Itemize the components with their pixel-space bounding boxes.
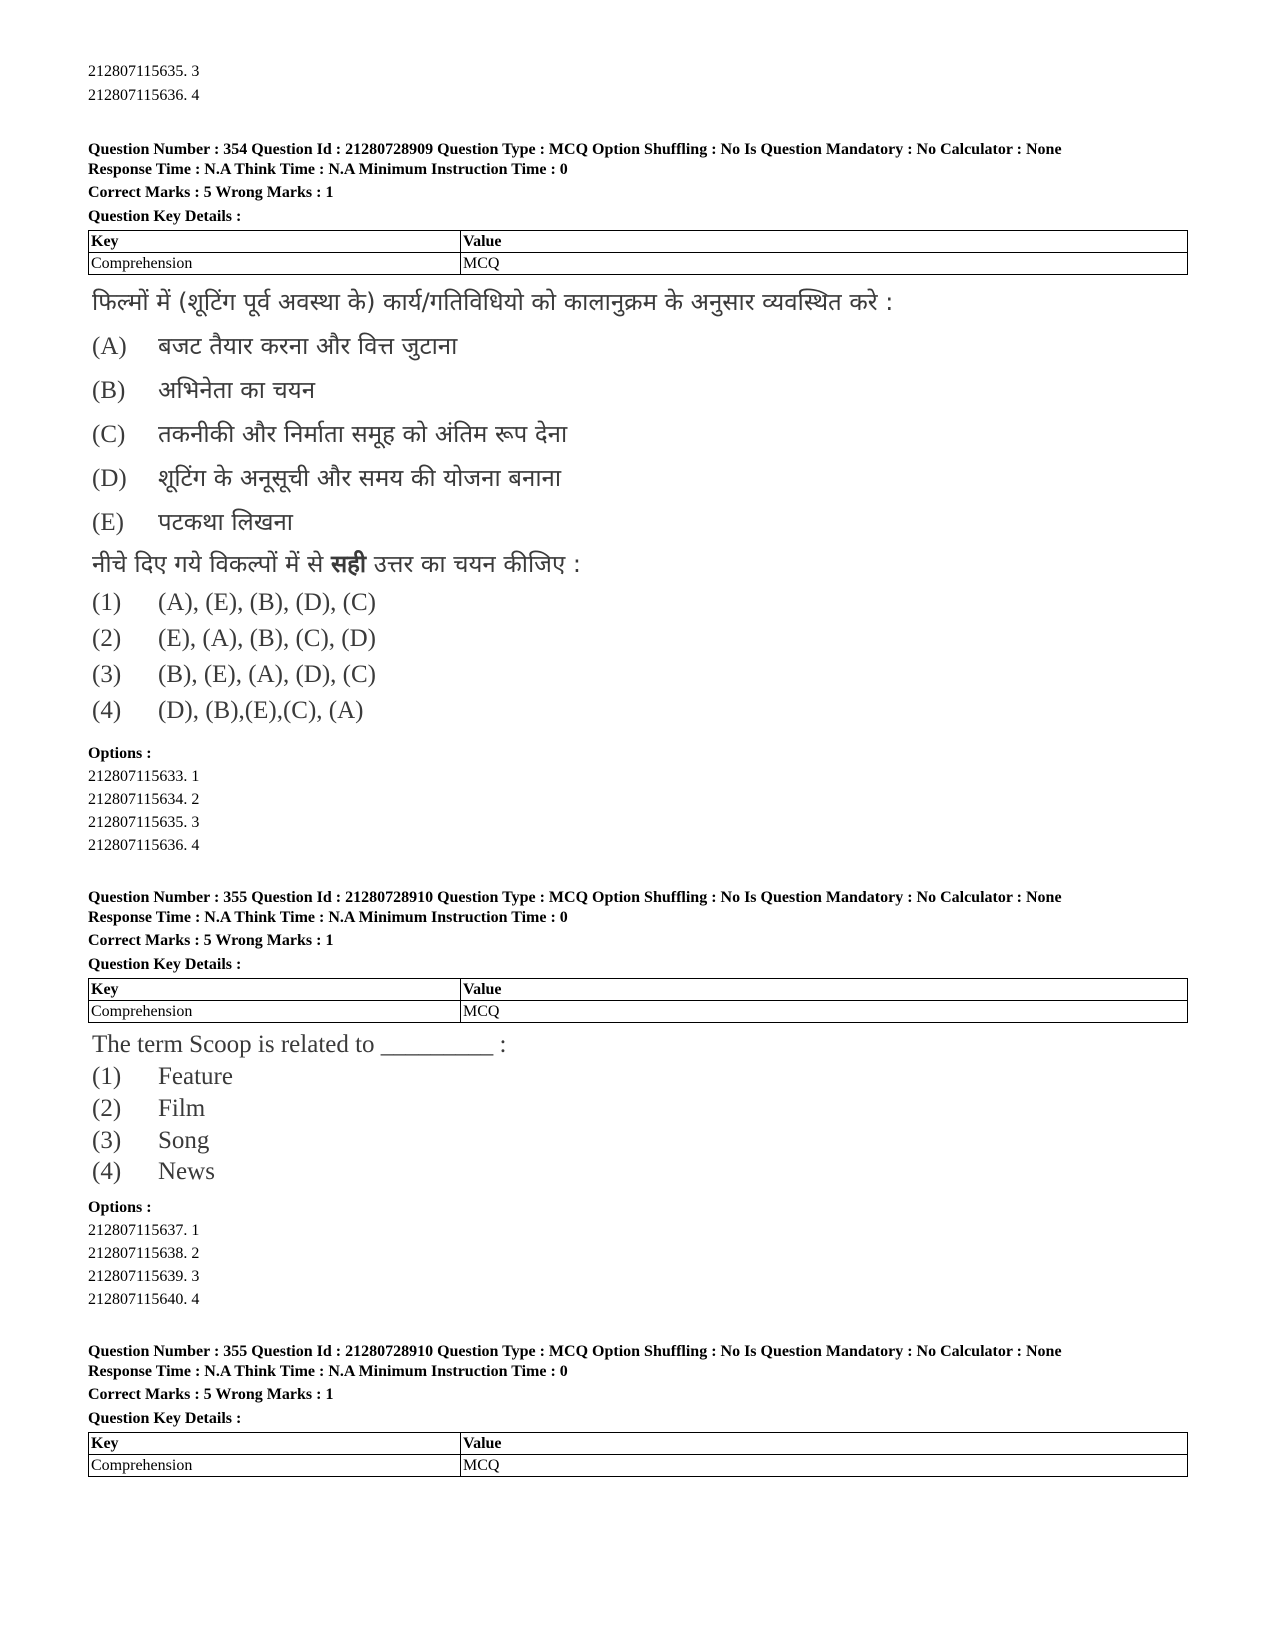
answer-choice: (2) (E), (A), (B), (C), (D) bbox=[92, 625, 376, 652]
key-details-table bbox=[88, 978, 1188, 1023]
option-line: 212807115634. 2 bbox=[88, 791, 200, 808]
table-header-value: Value bbox=[461, 231, 1188, 253]
option-line: 212807115640. 4 bbox=[88, 1291, 200, 1308]
option-line: 212807115635. 3 bbox=[88, 63, 200, 80]
question-marks: Correct Marks : 5 Wrong Marks : 1 bbox=[88, 184, 334, 201]
options-label: Options : bbox=[88, 745, 152, 762]
list-item: (D) शूटिंग के अनूसूची और समय की योजना बनाना bbox=[92, 464, 562, 492]
question-image bbox=[92, 288, 1092, 738]
table-header-value: Value bbox=[461, 979, 1188, 1001]
table-row bbox=[89, 253, 1188, 275]
option-line: 212807115635. 3 bbox=[88, 814, 200, 831]
question-stem: The term Scoop is related to _________ : bbox=[92, 1031, 507, 1058]
answer-choice: (4) (D), (B),(E),(C), (A) bbox=[92, 697, 364, 724]
table-row bbox=[89, 979, 1188, 1001]
key-details-table bbox=[88, 230, 1188, 275]
table-row bbox=[89, 1001, 1188, 1023]
key-details-table bbox=[88, 1432, 1188, 1477]
table-cell-value: MCQ bbox=[461, 253, 1188, 275]
question-stem: फिल्मों में (शूटिंग पूर्व अवस्था के) कार्य/गतिविधियो को कालानुक्रम के अनुसार व्यवस्थित करे : bbox=[92, 288, 894, 316]
question-timing: Response Time : N.A Think Time : N.A Minimum Instruction Time : 0 bbox=[88, 909, 568, 926]
table-header-value: Value bbox=[461, 1433, 1188, 1455]
list-item: (A) बजट तैयार करना और वित्त जुटाना bbox=[92, 332, 458, 360]
option-line: 212807115639. 3 bbox=[88, 1268, 200, 1285]
question-timing: Response Time : N.A Think Time : N.A Minimum Instruction Time : 0 bbox=[88, 161, 568, 178]
option-line: 212807115636. 4 bbox=[88, 837, 200, 854]
option-line: 212807115633. 1 bbox=[88, 768, 200, 785]
key-details-label: Question Key Details : bbox=[88, 208, 242, 225]
option-line: 212807115636. 4 bbox=[88, 87, 200, 104]
option-line: 212807115637. 1 bbox=[88, 1222, 200, 1239]
table-cell-key: Comprehension bbox=[89, 1001, 461, 1023]
key-details-label: Question Key Details : bbox=[88, 1410, 242, 1427]
answer-choice: (3) (B), (E), (A), (D), (C) bbox=[92, 661, 376, 688]
table-row bbox=[89, 231, 1188, 253]
key-details-label: Question Key Details : bbox=[88, 956, 242, 973]
question-marks: Correct Marks : 5 Wrong Marks : 1 bbox=[88, 1386, 334, 1403]
table-row bbox=[89, 1433, 1188, 1455]
question-marks: Correct Marks : 5 Wrong Marks : 1 bbox=[88, 932, 334, 949]
question-meta: Question Number : 354 Question Id : 21280728909 Question Type : MCQ Option Shuffling : No Is Question Mandatory : No Calculator : None bbox=[88, 141, 1062, 158]
list-item: (E) पटकथा लिखना bbox=[92, 508, 293, 536]
table-cell-key: Comprehension bbox=[89, 253, 461, 275]
table-header-key: Key bbox=[89, 1433, 461, 1455]
table-row bbox=[89, 1455, 1188, 1477]
list-item: (B) अभिनेता का चयन bbox=[92, 376, 316, 404]
answer-choice: (1) Feature bbox=[92, 1063, 233, 1090]
table-header-key: Key bbox=[89, 979, 461, 1001]
question-instruction: नीचे दिए गये विकल्पों में से सही उत्तर का चयन कीजिए : bbox=[92, 550, 581, 578]
question-timing: Response Time : N.A Think Time : N.A Minimum Instruction Time : 0 bbox=[88, 1363, 568, 1380]
table-cell-value: MCQ bbox=[461, 1455, 1188, 1477]
question-meta: Question Number : 355 Question Id : 21280728910 Question Type : MCQ Option Shuffling : No Is Question Mandatory : No Calculator : None bbox=[88, 1343, 1062, 1360]
answer-choice: (3) Song bbox=[92, 1127, 210, 1154]
question-image bbox=[92, 1030, 692, 1190]
options-label: Options : bbox=[88, 1199, 152, 1216]
answer-choice: (2) Film bbox=[92, 1095, 206, 1122]
table-cell-key: Comprehension bbox=[89, 1455, 461, 1477]
answer-choice: (4) News bbox=[92, 1158, 215, 1185]
question-meta: Question Number : 355 Question Id : 21280728910 Question Type : MCQ Option Shuffling : No Is Question Mandatory : No Calculator : None bbox=[88, 889, 1062, 906]
table-header-key: Key bbox=[89, 231, 461, 253]
list-item: (C) तकनीकी और निर्माता समूह को अंतिम रूप देना bbox=[92, 420, 568, 448]
table-cell-value: MCQ bbox=[461, 1001, 1188, 1023]
answer-choice: (1) (A), (E), (B), (D), (C) bbox=[92, 589, 376, 616]
option-line: 212807115638. 2 bbox=[88, 1245, 200, 1262]
